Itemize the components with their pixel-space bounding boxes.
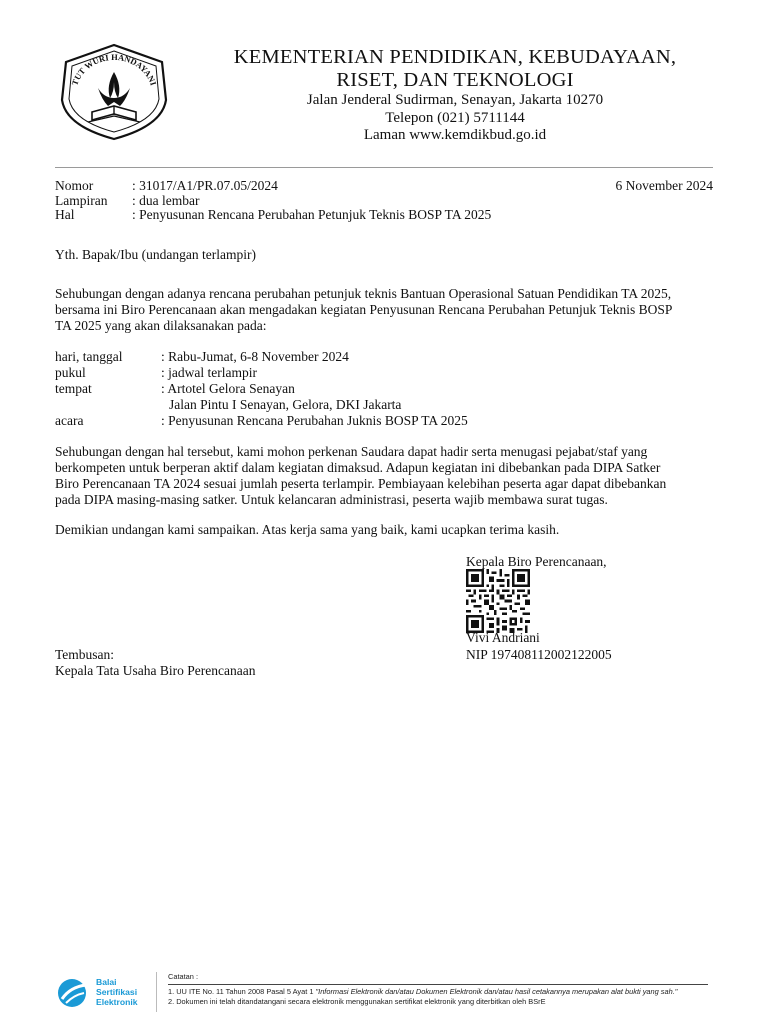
tempat-value-2: Jalan Pintu I Senayan, Gelora, DKI Jakarta xyxy=(169,397,402,412)
signatory-title: Kepala Biro Perencanaan, xyxy=(466,554,607,569)
paragraph-2-line-3: Biro Perencanaan TA 2024 sesuai jumlah peserta terlampir. Pembiayaan kelebihan peserta agar dapat dibebankan xyxy=(55,476,667,491)
hari-value: : Rabu-Jumat, 6-8 November 2024 xyxy=(161,349,349,364)
ministry-name-line1: KEMENTERIAN PENDIDIKAN, KEBUDAYAAN, xyxy=(233,46,677,68)
tembusan-label: Tembusan: xyxy=(55,647,115,662)
catatan-label: Catatan : xyxy=(168,972,198,981)
signatory-name: Vivi Andriani xyxy=(466,630,540,645)
acara-label: acara xyxy=(55,413,84,428)
nomor-value: : 31017/A1/PR.07.05/2024 xyxy=(132,178,278,193)
hal-label: Hal xyxy=(55,207,75,222)
letter-date: 6 November 2024 xyxy=(615,178,713,193)
footer-separator xyxy=(156,972,157,1012)
signature-qr-code xyxy=(466,569,530,633)
hal-value: : Penyusunan Rencana Perubahan Petunjuk Teknis BOSP TA 2025 xyxy=(132,207,492,222)
bsre-line-1: Balai xyxy=(96,977,117,987)
ministry-address: Jalan Jenderal Sudirman, Senayan, Jakarta 10270 xyxy=(306,92,604,108)
tempat-value-1: : Artotel Gelora Senayan xyxy=(161,381,295,396)
footer-note-1-quote: "Informasi Elektronik dan/atau Dokumen Elektronik dan/atau hasil cetakannya merupakan alat bukti yang sah." xyxy=(315,987,678,996)
nomor-label: Nomor xyxy=(55,178,94,193)
header-divider xyxy=(55,167,713,168)
logo-motto: TUT WURI HANDAYANI xyxy=(69,51,159,87)
hari-label: hari, tanggal xyxy=(55,349,123,364)
signatory-nip: NIP 197408112002122005 xyxy=(466,647,612,662)
acara-value: : Penyusunan Rencana Perubahan Juknis BOSP TA 2025 xyxy=(161,413,468,428)
lampiran-label: Lampiran xyxy=(55,193,108,208)
footer-note-2: 2. Dokumen ini telah ditandatangani secara elektronik menggunakan sertifikat elektronik yang diterbitkan oleh BSrE xyxy=(168,997,546,1006)
bsre-logo-text xyxy=(96,977,138,1007)
paragraph-1-line-1: Sehubungan dengan adanya rencana perubahan petunjuk teknis Bantuan Operasional Satuan Pendidikan TA 2025, xyxy=(55,286,672,301)
paragraph-2-line-4: pada DIPA masing-masing satker. Untuk kelancaran administrasi, peserta wajib membawa surat tugas. xyxy=(55,492,608,507)
paragraph-1-line-2: bersama ini Biro Perencanaan akan mengadakan kegiatan Penyusunan Rencana Perubahan Petunjuk Teknis BOSP xyxy=(55,302,673,317)
tut-wuri-handayani-logo xyxy=(58,42,170,142)
footer-note-1-prefix: 1. UU ITE No. 11 Tahun 2008 Pasal 5 Ayat 1 xyxy=(168,987,314,996)
bsre-line-3: Elektronik xyxy=(96,997,138,1007)
ministry-phone: Telepon (021) 5711144 xyxy=(385,110,525,126)
ministry-name-line2: RISET, DAN TEKNOLOGI xyxy=(336,69,574,91)
paragraph-2-line-1: Sehubungan dengan hal tersebut, kami mohon perkenan Saudara dapat hadir serta menugasi pejabat/staf yang xyxy=(55,444,648,459)
closing-paragraph: Demikian undangan kami sampaikan. Atas kerja sama yang baik, kami ucapkan terima kasih. xyxy=(55,522,560,537)
pukul-label: pukul xyxy=(55,365,86,380)
lampiran-value: : dua lembar xyxy=(132,193,200,208)
tembusan-recipient: Kepala Tata Usaha Biro Perencanaan xyxy=(55,663,256,678)
bsre-line-2: Sertifikasi xyxy=(96,987,138,997)
footer-note-1 xyxy=(168,987,677,996)
salutation: Yth. Bapak/Ibu (undangan terlampir) xyxy=(55,247,256,262)
tempat-label: tempat xyxy=(55,381,92,396)
pukul-value: : jadwal terlampir xyxy=(161,365,257,380)
ministry-website: Laman www.kemdikbud.go.id xyxy=(363,127,547,143)
paragraph-1-line-3: TA 2025 yang akan dilaksanakan pada: xyxy=(55,318,267,333)
catatan-rule xyxy=(168,984,708,985)
bsre-logo-icon xyxy=(56,977,92,1009)
paragraph-2-line-2: berkompeten untuk berperan aktif dalam kegiatan dimaksud. Adapun kegiatan ini dibebankan pada DIPA Satker xyxy=(55,460,661,475)
